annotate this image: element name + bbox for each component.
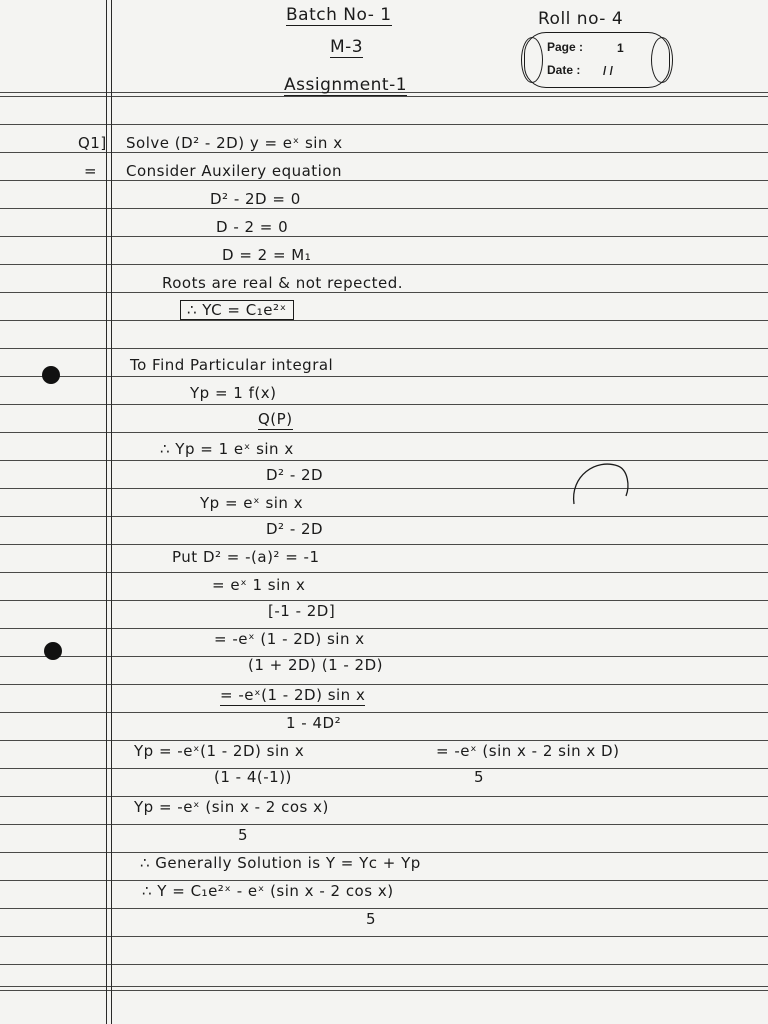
pi-step-denominator: D² - 2D (266, 520, 324, 538)
problem-statement: Solve (D² - 2D) y = eˣ sin x (126, 134, 343, 152)
pi-step-alternate: = -eˣ (sin x - 2 sin x D) (436, 742, 620, 760)
pi-step-numerator: Yp = -eˣ(1 - 2D) sin x (134, 742, 305, 760)
ruled-line (0, 796, 768, 797)
ruled-line (0, 460, 768, 461)
aux-equation-line: D² - 2D = 0 (210, 190, 301, 208)
ruled-line (0, 936, 768, 937)
ruled-line (0, 572, 768, 573)
pi-step-denominator: 5 (474, 768, 485, 786)
ruled-line (0, 516, 768, 517)
ruled-line (0, 712, 768, 713)
ruled-line (0, 292, 768, 293)
general-solution-denominator: 5 (366, 910, 377, 928)
pi-step-numerator: = -eˣ(1 - 2D) sin x (220, 686, 366, 704)
ruled-line (0, 824, 768, 825)
complementary-function: ∴ YC = C₁e²ˣ (180, 300, 294, 320)
ruled-line (0, 768, 768, 769)
auxiliary-equation-heading: Consider Auxilery equation (126, 162, 343, 180)
page-date-stamp (524, 32, 670, 88)
aux-equation-root: D = 2 = M₁ (222, 246, 312, 264)
ruled-line (0, 96, 768, 97)
pi-result-denominator: 5 (238, 826, 249, 844)
pi-step-numerator: = -eˣ (1 - 2D) sin x (214, 630, 365, 648)
page-label: Page : (547, 40, 584, 54)
ruled-line (0, 990, 768, 991)
pi-step-denominator: [-1 - 2D] (268, 602, 336, 620)
date-label: Date : (547, 63, 581, 77)
ruled-line (0, 488, 768, 489)
ruled-line (0, 600, 768, 601)
ruled-line (0, 404, 768, 405)
margin-line (111, 0, 112, 1024)
date-value: / / (603, 64, 614, 78)
aux-equation-line: D - 2 = 0 (216, 218, 289, 236)
stray-pen-mark (566, 456, 636, 516)
particular-integral-heading: To Find Particular integral (130, 356, 334, 374)
general-solution: ∴ Y = C₁e²ˣ - eˣ (sin x - 2 cos x) (142, 882, 394, 900)
ruled-line (0, 348, 768, 349)
pi-step-denominator: 1 - 4D² (286, 714, 342, 732)
ruled-line (0, 880, 768, 881)
ruled-line (0, 180, 768, 181)
stamp-left-cap (521, 37, 543, 83)
roots-statement: Roots are real & not repected. (162, 274, 404, 292)
pi-formula-numerator: Yp = 1 f(x) (190, 384, 277, 402)
ruled-line (0, 684, 768, 685)
assignment-title: Assignment-1 (284, 75, 408, 95)
ruled-line (0, 320, 768, 321)
pi-formula-denominator: Q(P) (258, 410, 293, 428)
ruled-line (0, 208, 768, 209)
page-value: 1 (617, 41, 624, 55)
margin-line (106, 0, 107, 1024)
ruled-line (0, 376, 768, 377)
ruled-line (0, 544, 768, 545)
ruled-line (0, 740, 768, 741)
ruled-line (0, 236, 768, 237)
substitution-step: Put D² = -(a)² = -1 (172, 548, 320, 566)
pi-step-denominator: (1 - 4(-1)) (214, 768, 292, 786)
stamp-right-cap (651, 37, 673, 83)
particular-integral-result: Yp = -eˣ (sin x - 2 cos x) (134, 798, 329, 816)
ruled-line (0, 964, 768, 965)
pi-step-numerator: ∴ Yp = 1 eˣ sin x (160, 440, 294, 458)
ruled-line (0, 908, 768, 909)
batch-number: Batch No- 1 (286, 5, 392, 25)
punch-hole (42, 366, 60, 384)
punch-hole (44, 642, 62, 660)
roll-number: Roll no- 4 (538, 9, 624, 29)
pi-step-denominator: (1 + 2D) (1 - 2D) (248, 656, 384, 674)
pi-step-denominator: D² - 2D (266, 466, 324, 484)
question-number: Q1] (78, 134, 107, 152)
answer-marker: = (84, 162, 98, 180)
ruled-line (0, 264, 768, 265)
pi-step-numerator: = eˣ 1 sin x (212, 576, 306, 594)
ruled-line (0, 124, 768, 125)
ruled-line (0, 628, 768, 629)
ruled-line (0, 656, 768, 657)
general-solution-heading: ∴ Generally Solution is Y = Yc + Yp (140, 854, 421, 872)
ruled-line (0, 986, 768, 987)
ruled-line (0, 152, 768, 153)
subject-code: M-3 (330, 37, 364, 57)
ruled-line (0, 432, 768, 433)
ruled-line (0, 852, 768, 853)
pi-step-numerator: Yp = eˣ sin x (200, 494, 304, 512)
